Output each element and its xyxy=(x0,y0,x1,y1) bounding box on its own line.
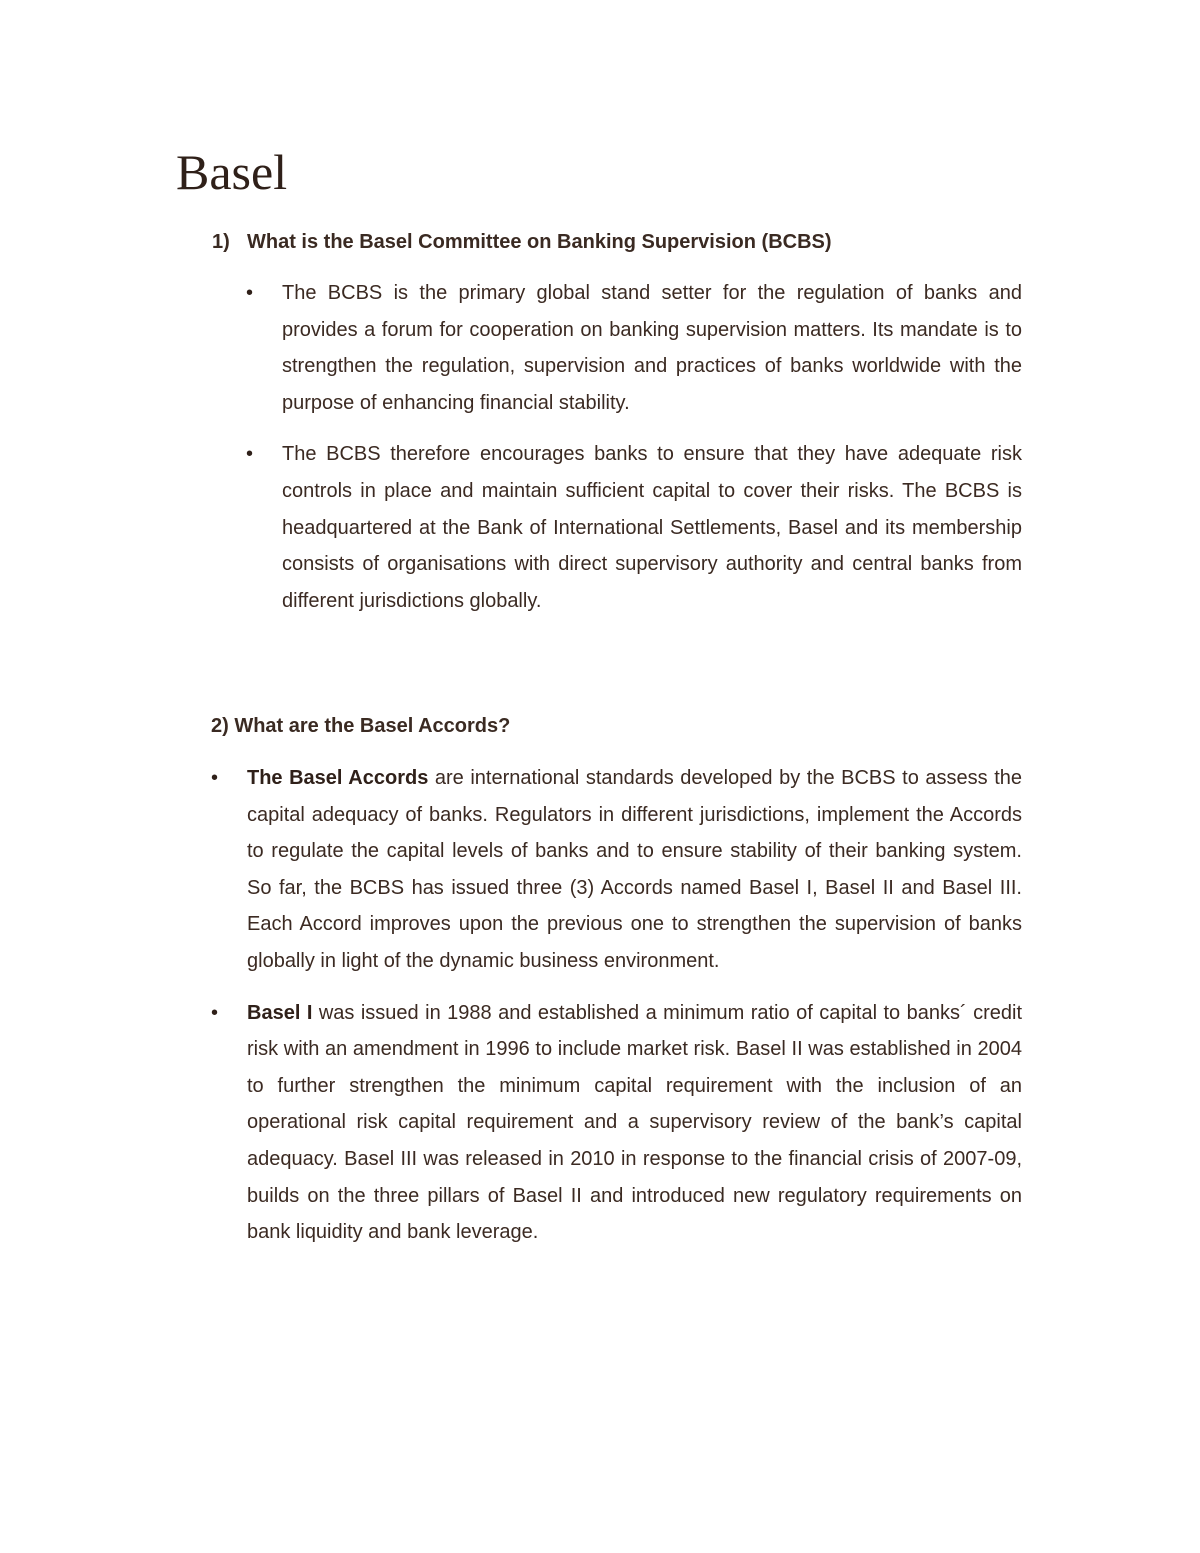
bullet-icon: • xyxy=(211,1001,219,1024)
bullet-icon: • xyxy=(211,767,219,789)
list-item xyxy=(211,995,1022,1251)
section-2-bullet-list xyxy=(211,760,1022,1266)
section-1-heading-text: What is the Basel Committee on Banking Supervision (BCBS) xyxy=(247,231,832,253)
bullet-body-text: are international standards developed by the BCBS to assess the capital adequacy of banks. Regulators in different jurisdictions, implement the Accords to regulate the capital levels of banks and to ensure stability of their banking system. So far, the BCBS has issued three (3) Accords named Basel I, Basel II and Basel III. Each Accord improves upon the previous one to strengthen the supervision of banks globally in light of the dynamic business environment. xyxy=(247,767,1022,972)
bullet-text: The BCBS therefore encourages banks to ensure that they have adequate risk controls in place and maintain sufficient capital to cover their risks. The BCBS is headquartered at the Bank of International Settlements, Basel and its membership consists of organisations with direct supervisory authority and central banks from different jurisdictions globally. xyxy=(282,443,1022,612)
section-1-bullet-list xyxy=(246,275,1022,634)
section-2-heading: 2) What are the Basel Accords? xyxy=(211,715,511,737)
list-item xyxy=(246,275,1022,421)
bullet-lead-term: The Basel Accords xyxy=(247,767,429,789)
list-item xyxy=(246,436,1022,619)
list-item xyxy=(211,760,1022,980)
bullet-text xyxy=(247,760,1022,980)
bullet-text xyxy=(247,995,1022,1251)
section-1-heading xyxy=(212,229,832,255)
bullet-body-text: was issued in 1988 and established a minimum ratio of capital to banks´ credit risk with an amendment in 1996 to include market risk. Basel II was established in 2004 to further strengthen the minimum capital requirement with the inclusion of an operational risk capital requirement and a supervisory review of the bank’s capital adequacy. Basel III was released in 2010 in response to the financial crisis of 2007-09, builds on the three pillars of Basel II and introduced new regulatory requirements on bank liquidity and bank leverage. xyxy=(247,1001,1023,1244)
bullet-text: The BCBS is the primary global stand setter for the regulation of banks and provides a forum for cooperation on banking supervision matters. Its mandate is to strengthen the regulation, supervision and practices of banks worldwide with the purpose of enhancing financial stability. xyxy=(282,282,1022,414)
section-1-number: 1) xyxy=(212,231,230,253)
bullet-icon: • xyxy=(246,282,254,304)
document-title: Basel xyxy=(176,144,288,200)
bullet-lead-term: Basel I xyxy=(247,1001,313,1024)
bullet-icon: • xyxy=(246,443,254,466)
